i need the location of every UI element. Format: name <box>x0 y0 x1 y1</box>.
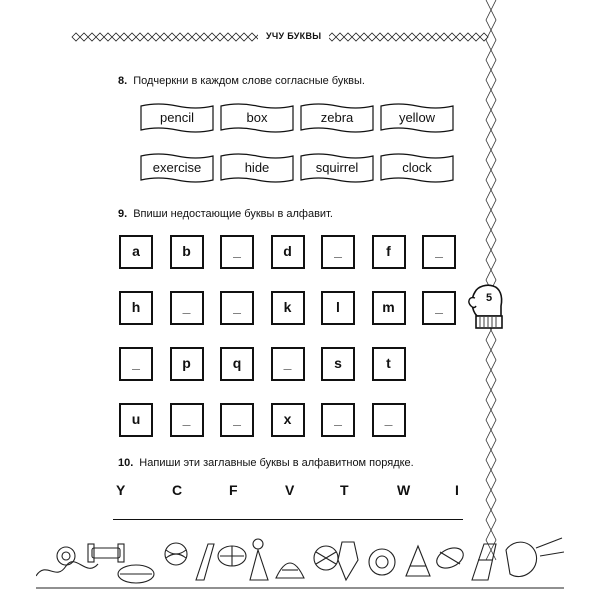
alphabet-box[interactable]: _ <box>422 235 456 269</box>
header-diamond <box>456 33 464 41</box>
alphabet-box: l <box>321 291 355 325</box>
word-card-text: exercise <box>152 160 202 175</box>
capital-letter: F <box>229 482 238 498</box>
answer-line <box>113 519 463 520</box>
task-9-text: Впиши недостающие буквы в алфавит. <box>133 208 333 220</box>
alphabet-box: p <box>170 347 204 381</box>
alphabet-box[interactable]: _ <box>321 235 355 269</box>
header-diamond <box>472 33 480 41</box>
header-diamond <box>120 33 128 41</box>
header-diamond <box>248 33 256 41</box>
header-diamond <box>440 33 448 41</box>
header-diamond <box>208 33 216 41</box>
header-diamond <box>160 33 168 41</box>
word-card <box>140 153 214 185</box>
header-diamond <box>360 33 368 41</box>
task-9-instruction <box>118 207 333 221</box>
capital-letter: C <box>172 482 183 498</box>
header-diamond <box>144 33 152 41</box>
header-diamond <box>240 33 248 41</box>
header-diamond <box>200 33 208 41</box>
capital-letter: W <box>397 482 411 498</box>
alphabet-box: b <box>170 235 204 269</box>
task-9-number: 9. <box>118 208 128 220</box>
header-diamond <box>216 33 224 41</box>
task-8-instruction <box>118 74 365 88</box>
word-card <box>140 103 214 135</box>
word-card-text: clock <box>402 160 432 175</box>
alphabet-box[interactable]: _ <box>220 235 254 269</box>
header-diamond <box>408 33 416 41</box>
header-diamond <box>416 33 424 41</box>
header-diamond <box>112 33 120 41</box>
word-card <box>220 153 294 185</box>
alphabet-box: q <box>220 347 254 381</box>
capital-letter: T <box>340 482 349 498</box>
alphabet-box: a <box>119 235 153 269</box>
alphabet-box: u <box>119 403 153 437</box>
alphabet-box: f <box>372 235 406 269</box>
alphabet-box: s <box>321 347 355 381</box>
alphabet-box: t <box>372 347 406 381</box>
header-diamond <box>184 33 192 41</box>
header-diamond <box>432 33 440 41</box>
alphabet-box[interactable]: _ <box>119 347 153 381</box>
page-number-mitten <box>467 276 511 332</box>
header-diamond <box>168 33 176 41</box>
header-diamond <box>96 33 104 41</box>
alphabet-box: m <box>372 291 406 325</box>
header-diamond <box>88 33 96 41</box>
word-card-text: squirrel <box>315 160 359 175</box>
header-diamond <box>72 33 80 41</box>
page-number: 5 <box>485 292 493 304</box>
header-diamond <box>424 33 432 41</box>
header-diamond <box>368 33 376 41</box>
header-diamond <box>392 33 400 41</box>
alphabet-box[interactable]: _ <box>422 291 456 325</box>
header-diamond <box>448 33 456 41</box>
header-diamond <box>376 33 384 41</box>
alphabet-box: h <box>119 291 153 325</box>
alphabet-box[interactable]: _ <box>372 403 406 437</box>
alphabet-box[interactable]: _ <box>271 347 305 381</box>
header-diamond <box>336 33 344 41</box>
header-diamond <box>344 33 352 41</box>
header-diamond <box>136 33 144 41</box>
header-diamond <box>224 33 232 41</box>
alphabet-box[interactable]: _ <box>321 403 355 437</box>
page-header-title: УЧУ БУКВЫ <box>258 30 329 42</box>
header-diamond <box>80 33 88 41</box>
header-diamond <box>400 33 408 41</box>
sports-equipment-border <box>36 530 564 592</box>
word-card <box>300 103 374 135</box>
capital-letter: I <box>455 482 459 498</box>
word-card <box>220 103 294 135</box>
alphabet-box[interactable]: _ <box>220 403 254 437</box>
word-card-text: pencil <box>160 110 194 125</box>
task-10-text: Напиши эти заглавные буквы в алфавитном порядке. <box>139 457 414 469</box>
alphabet-box: x <box>271 403 305 437</box>
word-card <box>380 153 454 185</box>
header-diamond <box>384 33 392 41</box>
header-diamond <box>352 33 360 41</box>
word-card-text: yellow <box>398 110 436 125</box>
header-diamond <box>152 33 160 41</box>
task-8-text: Подчеркни в каждом слове согласные буквы. <box>133 75 365 87</box>
word-card-text: box <box>246 110 268 125</box>
alphabet-box: k <box>271 291 305 325</box>
task-10-instruction <box>118 456 414 470</box>
word-card-text: hide <box>244 160 270 175</box>
task-10-number: 10. <box>118 457 134 469</box>
capital-letter: Y <box>116 482 126 498</box>
alphabet-box[interactable]: _ <box>220 291 254 325</box>
mitten-icon <box>467 276 511 332</box>
word-card <box>300 153 374 185</box>
alphabet-box[interactable]: _ <box>170 403 204 437</box>
header-diamond <box>128 33 136 41</box>
task-8-number: 8. <box>118 75 128 87</box>
header-diamond <box>464 33 472 41</box>
header-diamond <box>232 33 240 41</box>
header-diamond <box>192 33 200 41</box>
capital-letter: V <box>285 482 295 498</box>
alphabet-box[interactable]: _ <box>170 291 204 325</box>
word-card <box>380 103 454 135</box>
word-card-text: zebra <box>320 110 354 125</box>
header-diamond <box>176 33 184 41</box>
header-diamond <box>104 33 112 41</box>
alphabet-box: d <box>271 235 305 269</box>
